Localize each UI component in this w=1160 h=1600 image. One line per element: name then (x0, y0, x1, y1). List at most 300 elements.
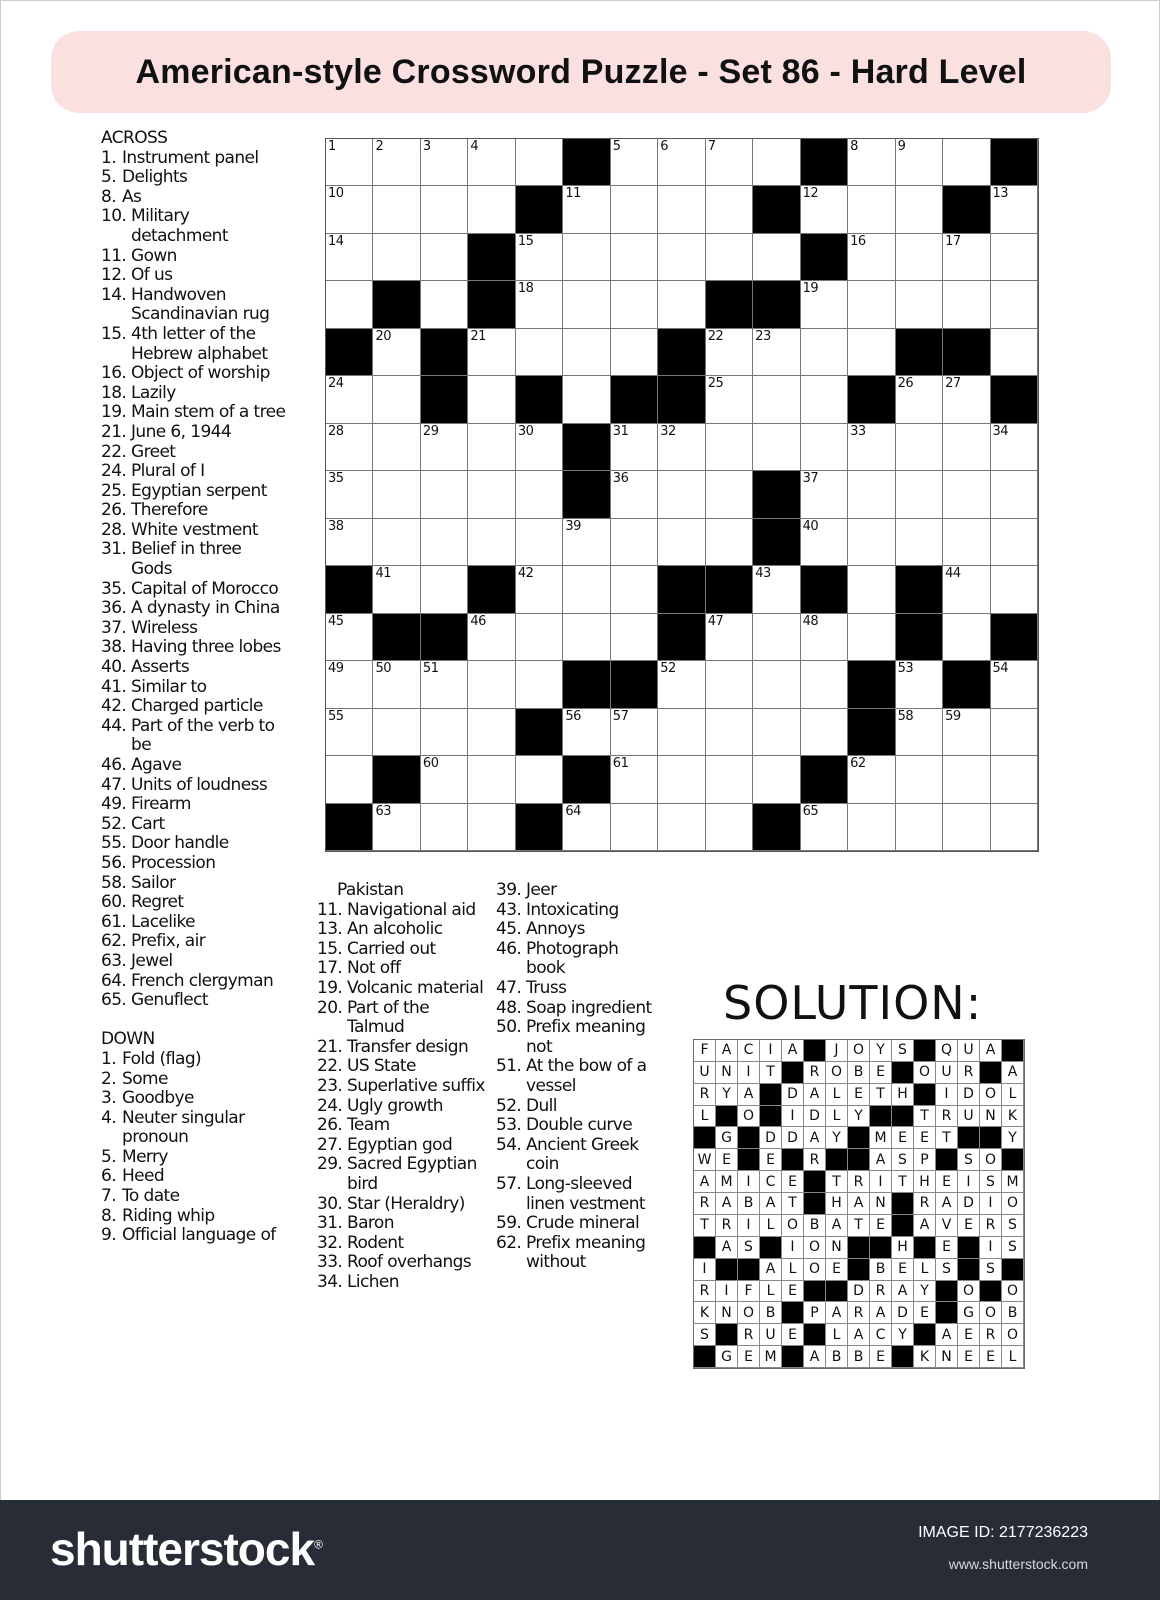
grid-cell[interactable] (943, 471, 990, 518)
solution-cell: L (782, 1259, 804, 1281)
site-url[interactable]: www.shutterstock.com (948, 1556, 1088, 1572)
grid-cell[interactable] (943, 424, 990, 471)
grid-cell[interactable] (706, 756, 753, 803)
cell-number: 56 (565, 708, 581, 724)
grid-cell[interactable] (516, 234, 563, 281)
grid-cell[interactable] (373, 424, 420, 471)
grid-cell[interactable] (326, 756, 373, 803)
solution-cell: O (738, 1302, 760, 1324)
solution-cell: U (936, 1062, 958, 1084)
grid-cell[interactable] (373, 471, 420, 518)
grid-cell[interactable] (848, 614, 895, 661)
solution-cell: R (980, 1324, 1002, 1346)
grid-cell[interactable] (611, 804, 658, 851)
grid-cell[interactable] (706, 139, 753, 186)
cell-number: 54 (992, 661, 1009, 677)
solution-cell: L (826, 1106, 848, 1128)
grid-cell[interactable] (611, 424, 658, 471)
grid-cell[interactable] (421, 234, 468, 281)
grid-cell[interactable] (943, 804, 990, 851)
solution-black-square (914, 1040, 936, 1062)
grid-cell[interactable] (896, 471, 943, 518)
clue-item (101, 1109, 286, 1148)
solution-cell: E (870, 1062, 892, 1084)
clue-item (101, 1050, 286, 1070)
grid-cell[interactable] (421, 139, 468, 186)
clue-number: 3. (101, 1088, 121, 1109)
solution-cell: S (1002, 1215, 1024, 1237)
solution-cell: B (738, 1193, 760, 1215)
grid-cell[interactable] (421, 471, 468, 518)
solution-black-square (980, 1062, 1002, 1084)
solution-black-square (914, 1324, 936, 1346)
grid-cell[interactable] (373, 566, 420, 613)
grid-cell[interactable] (753, 661, 800, 708)
clue-number: 45. (496, 919, 527, 940)
solution-cell: I (694, 1259, 716, 1281)
grid-cell[interactable] (896, 756, 943, 803)
grid-cell[interactable] (991, 804, 1038, 851)
cell-number: 17 (945, 233, 961, 249)
grid-cell[interactable] (421, 519, 468, 566)
grid-cell[interactable] (753, 709, 800, 756)
grid-cell[interactable] (658, 471, 705, 518)
clue-item (101, 188, 286, 208)
grid-cell[interactable] (326, 376, 373, 423)
grid-cell[interactable] (801, 519, 848, 566)
grid-cell[interactable] (753, 139, 800, 186)
grid-cell[interactable] (468, 519, 515, 566)
grid-cell[interactable] (421, 709, 468, 756)
black-square (943, 329, 990, 376)
grid-cell[interactable] (896, 281, 943, 328)
clue-number: 5. (101, 1146, 121, 1167)
clue-item (101, 1148, 286, 1168)
clue-text: Riding whip (122, 1205, 215, 1226)
grid-cell[interactable] (658, 709, 705, 756)
grid-cell[interactable] (373, 139, 420, 186)
down-clue-list-2 (317, 901, 487, 1293)
grid-cell[interactable] (753, 756, 800, 803)
clue-item (317, 940, 487, 960)
grid-cell[interactable] (373, 329, 420, 376)
grid-cell[interactable] (991, 186, 1038, 233)
solution-cell: T (870, 1084, 892, 1106)
grid-cell[interactable] (468, 614, 515, 661)
grid-cell[interactable] (896, 186, 943, 233)
solution-cell: E (870, 1215, 892, 1237)
solution-black-square (892, 1215, 914, 1237)
grid-cell[interactable] (706, 234, 753, 281)
grid-cell[interactable] (658, 234, 705, 281)
grid-cell[interactable] (326, 281, 373, 328)
solution-cell: Y (826, 1127, 848, 1149)
grid-cell[interactable] (421, 566, 468, 613)
solution-cell: A (1002, 1062, 1024, 1084)
grid-cell[interactable] (373, 804, 420, 851)
grid-cell[interactable] (848, 329, 895, 376)
grid-cell[interactable] (468, 756, 515, 803)
grid-cell[interactable] (468, 804, 515, 851)
grid-cell[interactable] (753, 376, 800, 423)
grid-cell[interactable] (658, 139, 705, 186)
grid-cell[interactable] (563, 376, 610, 423)
grid-cell[interactable] (563, 234, 610, 281)
grid-cell[interactable] (991, 281, 1038, 328)
grid-cell[interactable] (611, 756, 658, 803)
grid-cell[interactable] (326, 614, 373, 661)
clue-item (101, 1207, 286, 1227)
grid-cell[interactable] (421, 281, 468, 328)
solution-cell: A (914, 1215, 936, 1237)
grid-cell[interactable] (991, 519, 1038, 566)
cell-number: 8 (850, 139, 858, 154)
grid-cell[interactable] (516, 329, 563, 376)
grid-cell[interactable] (373, 519, 420, 566)
grid-cell[interactable] (801, 376, 848, 423)
grid-cell[interactable] (326, 519, 373, 566)
grid-cell[interactable] (563, 329, 610, 376)
down-clues-column-2 (317, 881, 487, 1292)
clue-text: Door handle (131, 833, 229, 854)
clue-number: 31. (317, 1213, 348, 1234)
grid-cell[interactable] (468, 139, 515, 186)
grid-cell[interactable] (896, 424, 943, 471)
grid-cell[interactable] (848, 186, 895, 233)
solution-cell: D (804, 1106, 826, 1128)
crossword-grid[interactable] (325, 138, 1039, 852)
solution-cell: C (870, 1324, 892, 1346)
clue-number: 11. (317, 899, 348, 920)
grid-cell[interactable] (896, 661, 943, 708)
grid-cell[interactable] (706, 376, 753, 423)
clue-item (101, 991, 286, 1011)
grid-cell[interactable] (563, 519, 610, 566)
grid-cell[interactable] (326, 234, 373, 281)
grid-cell[interactable] (326, 709, 373, 756)
grid-cell[interactable] (801, 186, 848, 233)
grid-cell[interactable] (706, 329, 753, 376)
clue-number: 15. (101, 323, 132, 344)
grid-cell[interactable] (943, 376, 990, 423)
grid-cell[interactable] (848, 281, 895, 328)
cell-number: 19 (802, 281, 819, 297)
clue-number: 21. (101, 421, 132, 442)
clue-number: 8. (101, 1205, 121, 1226)
grid-cell[interactable] (563, 186, 610, 233)
grid-cell[interactable] (896, 376, 943, 423)
grid-cell[interactable] (896, 234, 943, 281)
clue-item (101, 932, 286, 952)
grid-cell[interactable] (848, 756, 895, 803)
black-square (468, 281, 515, 328)
clue-text: As (122, 186, 142, 207)
clue-number: 65. (101, 990, 132, 1011)
black-square (421, 614, 468, 661)
solution-cell: T (826, 1171, 848, 1193)
solution-cell: G (958, 1302, 980, 1324)
grid-cell[interactable] (611, 329, 658, 376)
grid-cell[interactable] (373, 709, 420, 756)
clue-item (101, 325, 286, 364)
solution-black-square (870, 1106, 892, 1128)
grid-cell[interactable] (848, 139, 895, 186)
clue-number: 53. (496, 1115, 527, 1136)
grid-cell[interactable] (706, 661, 753, 708)
solution-black-square (914, 1237, 936, 1259)
footer-bar (0, 1500, 1160, 1600)
grid-cell[interactable] (468, 661, 515, 708)
grid-cell[interactable] (658, 756, 705, 803)
solution-cell: L (1002, 1346, 1024, 1368)
grid-cell[interactable] (991, 661, 1038, 708)
grid-cell[interactable] (468, 424, 515, 471)
black-square (658, 329, 705, 376)
solution-cell: E (980, 1346, 1002, 1368)
clue-item (101, 540, 286, 579)
grid-cell[interactable] (801, 804, 848, 851)
grid-cell[interactable] (706, 614, 753, 661)
clue-number: 19. (101, 402, 132, 423)
clue-number: 1. (101, 1048, 121, 1069)
grid-cell[interactable] (421, 186, 468, 233)
grid-cell[interactable] (326, 424, 373, 471)
solution-cell: H (826, 1193, 848, 1215)
grid-cell[interactable] (943, 756, 990, 803)
grid-cell[interactable] (753, 329, 800, 376)
grid-cell[interactable] (848, 519, 895, 566)
solution-cell: R (848, 1302, 870, 1324)
solution-cell: N (826, 1237, 848, 1259)
grid-cell[interactable] (706, 519, 753, 566)
clue-text: Egyptian god (347, 1134, 453, 1155)
clue-item (101, 286, 286, 325)
grid-cell[interactable] (468, 186, 515, 233)
clue-number: 24. (317, 1095, 348, 1116)
solution-cell: A (716, 1237, 738, 1259)
grid-cell[interactable] (706, 186, 753, 233)
grid-cell[interactable] (611, 709, 658, 756)
grid-cell[interactable] (326, 186, 373, 233)
grid-cell[interactable] (943, 139, 990, 186)
grid-cell[interactable] (753, 234, 800, 281)
grid-cell[interactable] (991, 709, 1038, 756)
grid-cell[interactable] (516, 756, 563, 803)
grid-cell[interactable] (611, 566, 658, 613)
solution-black-square (716, 1106, 738, 1128)
clue-text: To date (122, 1186, 180, 1207)
grid-cell[interactable] (611, 471, 658, 518)
grid-cell[interactable] (421, 661, 468, 708)
grid-cell[interactable] (943, 281, 990, 328)
clue-text: Charged particle (131, 696, 263, 717)
grid-cell[interactable] (943, 234, 990, 281)
grid-cell[interactable] (658, 519, 705, 566)
grid-cell[interactable] (896, 519, 943, 566)
grid-cell[interactable] (801, 614, 848, 661)
grid-cell[interactable] (658, 424, 705, 471)
grid-cell[interactable] (611, 186, 658, 233)
solution-black-square (716, 1259, 738, 1281)
grid-cell[interactable] (801, 424, 848, 471)
solution-cell: U (760, 1324, 782, 1346)
grid-cell[interactable] (611, 281, 658, 328)
grid-cell[interactable] (421, 756, 468, 803)
grid-cell[interactable] (801, 661, 848, 708)
solution-black-square (804, 1193, 826, 1215)
grid-cell[interactable] (516, 519, 563, 566)
solution-black-square (1002, 1259, 1024, 1281)
clue-text: Jewel (131, 950, 173, 971)
grid-cell[interactable] (848, 566, 895, 613)
solution-cell: I (936, 1084, 958, 1106)
cell-number: 2 (375, 139, 384, 154)
clue-item (101, 149, 286, 169)
solution-cell: I (980, 1193, 1002, 1215)
grid-cell[interactable] (516, 661, 563, 708)
title-banner (51, 31, 1111, 113)
grid-cell[interactable] (563, 614, 610, 661)
grid-cell[interactable] (326, 471, 373, 518)
grid-cell[interactable] (706, 709, 753, 756)
grid-cell[interactable] (991, 329, 1038, 376)
grid-cell[interactable] (516, 471, 563, 518)
grid-cell[interactable] (943, 519, 990, 566)
grid-cell[interactable] (516, 139, 563, 186)
grid-cell[interactable] (943, 566, 990, 613)
clue-item (101, 893, 286, 913)
solution-cell: W (694, 1149, 716, 1171)
grid-cell[interactable] (706, 471, 753, 518)
black-square (896, 329, 943, 376)
solution-black-square (892, 1193, 914, 1215)
grid-cell[interactable] (991, 566, 1038, 613)
grid-cell[interactable] (563, 566, 610, 613)
grid-cell[interactable] (421, 804, 468, 851)
grid-cell[interactable] (658, 804, 705, 851)
grid-cell[interactable] (848, 804, 895, 851)
grid-cell[interactable] (611, 139, 658, 186)
grid-cell[interactable] (516, 281, 563, 328)
clue-text: Sailor (131, 872, 176, 893)
grid-cell[interactable] (991, 234, 1038, 281)
grid-cell[interactable] (373, 186, 420, 233)
solution-cell: O (804, 1259, 826, 1281)
black-square (991, 614, 1038, 661)
grid-cell[interactable] (373, 234, 420, 281)
grid-cell[interactable] (468, 471, 515, 518)
grid-cell[interactable] (658, 281, 705, 328)
solution-cell: M (760, 1346, 782, 1368)
grid-cell[interactable] (848, 234, 895, 281)
clue-number: 62. (496, 1232, 527, 1253)
clue-item (101, 1187, 286, 1207)
grid-cell[interactable] (373, 661, 420, 708)
clue-number: 22. (101, 441, 132, 462)
solution-cell: N (936, 1346, 958, 1368)
grid-cell[interactable] (896, 709, 943, 756)
grid-cell[interactable] (801, 471, 848, 518)
grid-cell[interactable] (753, 614, 800, 661)
grid-cell[interactable] (658, 661, 705, 708)
grid-cell[interactable] (706, 804, 753, 851)
solution-black-square (870, 1237, 892, 1259)
grid-cell[interactable] (991, 471, 1038, 518)
grid-cell[interactable] (991, 424, 1038, 471)
grid-cell[interactable] (801, 281, 848, 328)
grid-cell[interactable] (753, 424, 800, 471)
clue-number: 44. (101, 715, 132, 736)
grid-cell[interactable] (848, 424, 895, 471)
solution-cell: M (716, 1171, 738, 1193)
clue-text: Regret (131, 892, 184, 913)
clue-number: 1. (101, 147, 121, 168)
solution-cell: R (848, 1171, 870, 1193)
grid-cell[interactable] (991, 756, 1038, 803)
grid-cell[interactable] (658, 186, 705, 233)
cell-number: 51 (422, 661, 439, 677)
shutterstock-logo[interactable] (50, 1522, 322, 1576)
grid-cell[interactable] (563, 281, 610, 328)
black-square (801, 139, 848, 186)
down-clues-column-3 (496, 881, 656, 1273)
grid-cell[interactable] (468, 329, 515, 376)
grid-cell[interactable] (801, 329, 848, 376)
grid-cell[interactable] (943, 614, 990, 661)
solution-black-square (804, 1324, 826, 1346)
cell-number: 58 (897, 708, 914, 724)
grid-cell[interactable] (468, 709, 515, 756)
clue-item (101, 756, 286, 776)
grid-cell[interactable] (421, 424, 468, 471)
grid-cell[interactable] (896, 139, 943, 186)
grid-cell[interactable] (896, 804, 943, 851)
grid-cell[interactable] (611, 519, 658, 566)
cell-number: 60 (422, 756, 439, 772)
solution-cell: A (716, 1193, 738, 1215)
grid-cell[interactable] (326, 139, 373, 186)
grid-cell[interactable] (563, 709, 610, 756)
grid-cell[interactable] (943, 709, 990, 756)
solution-cell: E (782, 1324, 804, 1346)
grid-cell[interactable] (611, 234, 658, 281)
grid-cell[interactable] (326, 661, 373, 708)
clue-text: An alcoholic (347, 919, 443, 940)
grid-cell[interactable] (801, 709, 848, 756)
grid-cell[interactable] (516, 424, 563, 471)
solution-cell: R (914, 1193, 936, 1215)
grid-cell[interactable] (468, 376, 515, 423)
grid-cell[interactable] (516, 566, 563, 613)
grid-cell[interactable] (516, 614, 563, 661)
grid-cell[interactable] (848, 471, 895, 518)
grid-cell[interactable] (706, 424, 753, 471)
clue-text: Merry (122, 1146, 168, 1167)
solution-black-square (980, 1127, 1002, 1149)
clue-item (101, 168, 286, 188)
black-square (373, 281, 420, 328)
clue-text: Transfer design (347, 1036, 469, 1057)
solution-cell: B (870, 1259, 892, 1281)
grid-cell[interactable] (753, 566, 800, 613)
solution-cell: U (958, 1040, 980, 1062)
cell-number: 48 (802, 613, 819, 629)
grid-cell[interactable] (563, 804, 610, 851)
grid-cell[interactable] (373, 376, 420, 423)
grid-cell[interactable] (611, 614, 658, 661)
clue-item (101, 384, 286, 404)
solution-cell: O (826, 1062, 848, 1084)
